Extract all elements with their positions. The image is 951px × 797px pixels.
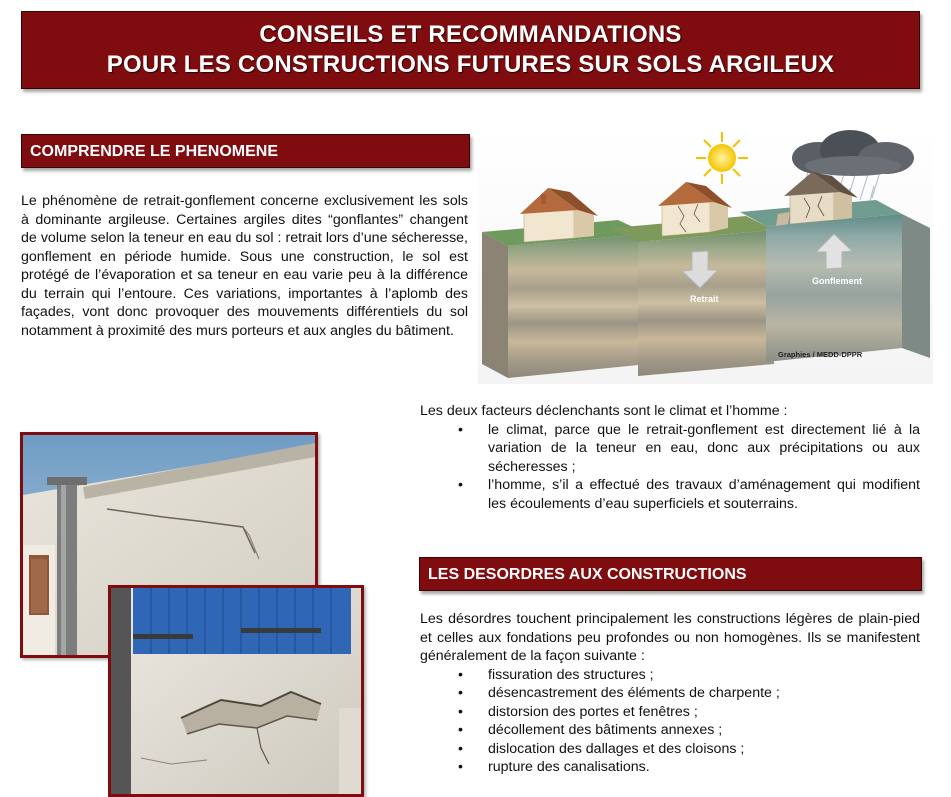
bullet-icon: • (458, 722, 463, 738)
photo-blue-shutter (108, 585, 364, 797)
bullet-icon: • (458, 740, 463, 757)
section-header-comprendre: COMPRENDRE LE PHENOMENE (21, 134, 470, 168)
soil-block-neutral (482, 220, 648, 378)
bullet-icon: • (458, 685, 463, 701)
list-item: • le climat, parce que le retrait-gonflement est directement lié à la variation de la teneur en eau, donc aux précipitations ou aux sécheresses ; (458, 421, 920, 475)
factors-block (420, 402, 920, 513)
section-header-desordres: LES DESORDRES AUX CONSTRUCTIONS (419, 557, 922, 591)
diagram-credit: Graphies / MEDD-DPPR (778, 350, 863, 359)
title-line-1: CONSEILS ET RECOMMANDATIONS (259, 21, 682, 48)
bullet-icon: • (458, 666, 463, 683)
list-item: • l’homme, s’il a effectué des travaux d’aménagement qui modifient les écoulements d’eau superficiels et souterrains. (458, 477, 920, 512)
list-item: • rupture des canalisations. (458, 759, 650, 775)
bullet-icon: • (458, 421, 463, 438)
phenomenon-text: Le phénomène de retrait-gonflement concerne exclusivement les sols à dominante argileuse. Certaines argiles dites “gonflantes” changent de volume selon la teneur en eau du sol : retrait lors d’une sécheresse, gonflement en période humide. Sous une construction, le sol est protégé de l’évaporation et sa teneur en eau varie peu à la différence du terrain qui l’entoure. Ces variations, importantes à l’aplomb des façades, vont donc provoquer des mouvements différentiels du sol notamment à proximité des murs porteurs et aux angles du bâtiment. (21, 193, 468, 339)
label-retrait: Retrait (690, 294, 719, 304)
phenomenon-paragraph (21, 192, 468, 340)
factors-list (420, 421, 920, 514)
list-item: • désencastrement des éléments de charpente ; (458, 685, 780, 701)
desordres-list (420, 666, 920, 777)
desordres-block (420, 610, 920, 777)
title-line-2: POUR LES CONSTRUCTIONS FUTURES SUR SOLS ARGILEUX (106, 51, 835, 78)
bullet-icon: • (458, 703, 463, 720)
bullet-icon: • (458, 759, 463, 775)
list-item: • distorsion des portes et fenêtres ; (458, 703, 698, 720)
label-gonflement: Gonflement (812, 276, 863, 286)
desordres-text: Les désordres touchent principalement les constructions légères de plain-pied et celles aux fondations peu profondes ou non homogènes. Ils se manifestent généralement de la façon suivante : (420, 611, 920, 664)
retrait-gonflement-diagram (478, 128, 933, 384)
bullet-icon: • (458, 477, 463, 493)
title-banner (21, 11, 920, 89)
list-item: • fissuration des structures ; (458, 666, 654, 683)
list-item: • dislocation des dallages et des cloisons ; (458, 740, 745, 757)
list-item: • décollement des bâtiments annexes ; (458, 722, 723, 738)
factors-intro: Les deux facteurs déclenchants sont le climat et l’homme : (420, 403, 788, 419)
blue-shutter-image (111, 588, 361, 794)
